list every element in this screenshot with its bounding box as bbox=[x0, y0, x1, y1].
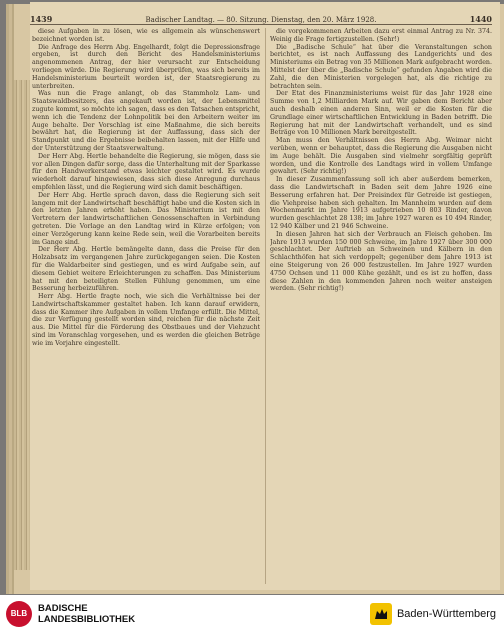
header-rule bbox=[30, 24, 492, 25]
paragraph: diese Aufgaben in zu lösen, wie es allgemein als wünschenswert bezeichnet worden ist. bbox=[32, 28, 260, 43]
blb-line-1: BADISCHE bbox=[38, 602, 88, 614]
blb-brand[interactable] bbox=[6, 601, 135, 627]
footer-bar bbox=[0, 595, 504, 632]
column-divider bbox=[265, 28, 266, 584]
page-number-left: 1439 bbox=[30, 14, 53, 24]
right-column bbox=[270, 28, 492, 584]
paragraph: Der Herr Abg. Hertle sprach davon, dass die Regierung sich seit langem mit der Landwirtschaft beschäftigt habe und die Kosten sich in den letzten Jahren erhöht haben. Das Ministerium ist mit den Vertretern der landwirtschaftlichen Genossenschaften in Verbindung getreten. Die Vorlage an den Landtag wird in Kürze erfolgen; von einer Verzögerung kann keine Rede sein, weil die Vorarbeiten bereits im Gange sind. bbox=[32, 191, 260, 246]
paragraph: Der Herr Abg. Hertle behandelte die Regierung, sie mögen, dass sie vor allen Dingen dafür sorge, dass die Unterhaltung mit der Sparkasse für den Handwerkerstand etwas leichter gestaltet wird. Es wurde wiederholt darauf hingewiesen, dass sich diese Anregung durchaus empfehlen lässt, und die Regierung wird sich damit beschäftigen. bbox=[32, 152, 260, 191]
newspaper-page bbox=[30, 2, 500, 590]
page-header bbox=[30, 14, 492, 24]
paragraph: In dieser Zusammenfassung soll ich aber außerdem bemerken, dass die Landwirtschaft in Baden seit dem Jahre 1926 eine Besserung erfahren hat. Der Preisindex für Getreide ist gestiegen, die Viehpreise haben sich gehalten. Im Mannheim wurden auf dem Wochenmarkt im Jahre 1913 aufgetrieben 10 803 Rinder, davon wurden geschlachtet 28 138; im Jahre 1927 waren es 10 494 Rinder, 12 940 Kälber und 21 946 Schweine. bbox=[270, 176, 492, 230]
blb-logo-icon: BLB bbox=[6, 601, 32, 627]
baden-wuerttemberg-lion-icon bbox=[370, 603, 392, 625]
bw-brand[interactable] bbox=[370, 603, 496, 625]
blb-line-2: LANDESBIBLIOTHEK bbox=[38, 613, 136, 625]
paragraph: Die „Badische Schule“ hat über die Veranstaltungen schon berichtet, es ist nach Auffassung des Landgerichts und des Ministeriums ein Betrag von 35 Millionen Mark aufgebracht worden. Mittelst der über die „Badische Schule“ gefunden Angaben wird die Zahl, die den Ministerien vorgelegen hat, als die richtige zu betrachten sein. bbox=[270, 43, 492, 90]
left-column bbox=[32, 28, 260, 584]
paragraph: Was nun die Frage anlangt, ob das Stammholz Lam- und Staatswaldbesitzers, das angekauft worden ist, der Lebensmittel zugute kommt, so möchte ich sagen, dass es den Tatsachen entspricht, wenn ich die Tendenz der Lohnpolitik bei den Arbeitern weiter im Auge behalte. Der Vorschlag ist eine Maßnahme, die sich bereits bewährt hat, die Regierung ist der Auffassung, dass sich der Standpunkt und die Ergebnisse beibehalten lassen, mit der Hilfe und der Unterstützung der Staatsverwaltung. bbox=[32, 90, 260, 152]
page-number-right: 1440 bbox=[469, 14, 492, 24]
paragraph: Herr Abg. Hertle fragte noch, wie sich die Verhältnisse bei der Landwirtschaftskammer gestaltet haben. Ich kann darauf erwidern, dass die Kammer ihre Aufgaben in vollem Umfange erfüllt. Die Mittel, die zur Verfügung gestellt worden sind, reichen für die nächste Zeit aus. Die Mittel für die Förderung des Obstbaues und der Viehzucht sind im Voranschlag vorgesehen, und es werden die gleichen Beträge wie im Vorjahre eingestellt. bbox=[32, 293, 260, 347]
paragraph: Man muss den Verhältnissen des Herrn Abg. Weimar nicht verüben, wenn er behauptet, dass die Regierung die Ausgaben nicht im Auge behält. Die Ausgaben sind vielmehr sorgfältig geprüft worden, und die Kontrolle des Landtags wird in vollem Umfange gewahrt. (Sehr richtig!) bbox=[270, 137, 492, 176]
paragraph: In diesen Jahren hat sich der Verbrauch an Fleisch gehoben. Im Jahre 1913 wurden 150 000 Schweine, im Jahre 1927 über 300 000 geschlachtet. Der Auftrieb an Schweinen und Kälbern in den Schlachthöfen hat sich verdoppelt; gegenüber dem Jahre 1913 ist eine Steigerung von 26 000 festzustellen. Im Jahre 1927 wurden 4750 Ochsen und 11 000 Kühe gezählt, und es ist zu hoffen, dass diese Zahlen in den kommenden Jahren noch weiter ansteigen werden. (Sehr richtig!) bbox=[270, 230, 492, 293]
paragraph: die vorgekommenen Arbeiten dazu erst einmal Antrag zu Nr. 374. Weinig die Frage fertigzustellen. (Sehr!) bbox=[270, 28, 492, 43]
paragraph: Der Etat des Finanzministeriums weist für das Jahr 1928 eine Summe von 1,2 Milliarden Mark auf. Wir gaben dem Bericht aber auch deshalb einen anderen Sinn, weil er die Kosten für die Grundlage einer wirtschaftlichen Entwicklung in Baden betrifft. Die Regierung hat mit der Landwirtschaft verhandelt, und es sind Beträge von 10 Millionen Mark bereitgestellt. bbox=[270, 90, 492, 137]
bw-label: Baden-Württemberg bbox=[396, 607, 496, 620]
blb-name bbox=[38, 603, 135, 625]
header-center: Badischer Landtag. — 80. Sitzung. Dienstag, den 20. März 1928. bbox=[145, 16, 377, 24]
paragraph: Die Anfrage des Herrn Abg. Engelhardt, folgt die Depressionsfrage ergeben, ist durch den Bericht des Handelsministeriums angenommenen Antrag, der hier verursacht zur Entscheidung vorliegen würde. Die Regierung wird überprüfen, was sich bereits im Handelsministerium beurteilt worden ist, der Staatsregierung zu unterbreiten. bbox=[32, 43, 260, 90]
paragraph: Der Herr Abg. Hertle bemängelte dann, dass die Preise für den Holzabsatz im vergangenen Jahre zurückgegangen seien. Die Kosten für die Waldarbeiter sind gestiegen, und es wird Aufgabe sein, auf diesem Gebiet weitere Erleichterungen zu schaffen. Das Ministerium hat mit den beteiligten Stellen Fühlung genommen, um eine Besserung herbeizuführen. bbox=[32, 246, 260, 293]
